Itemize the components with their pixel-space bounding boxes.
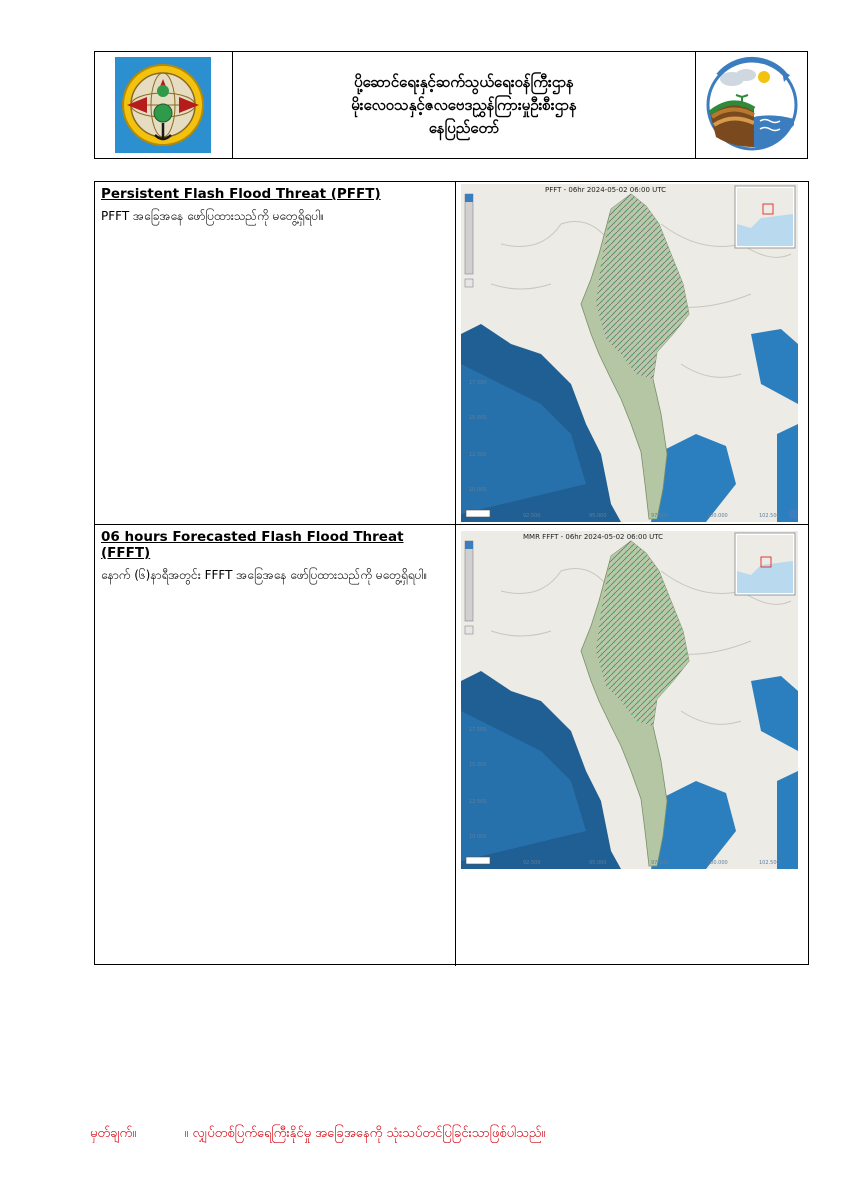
- pfft-lon-label: 92.500: [523, 513, 541, 519]
- pfft-map-header: PFFT - 06hr 2024-05-02 06:00 UTC: [545, 186, 667, 194]
- pfft-map-cell: [456, 182, 808, 524]
- ffft-lat-label: 12.500: [469, 799, 487, 805]
- pfft-row: [95, 182, 808, 524]
- footer-note: [90, 1125, 545, 1144]
- footer-label: မှတ်ချက်။: [90, 1126, 137, 1141]
- letterhead-title: [233, 52, 697, 158]
- ffft-map-cell: [456, 525, 808, 966]
- ffft-lon-label: 97.500: [651, 860, 669, 866]
- ffft-lon-label: 95.000: [589, 860, 607, 866]
- footer-text: ။ လျှပ်တစ်ပြက်ရေကြီးနိုင်မှု အခြေအနေကို သုံးသပ်တင်ပြခြင်းသာဖြစ်ပါသည်။: [184, 1126, 546, 1141]
- pfft-lat-label: 10.000: [469, 487, 487, 493]
- pfft-lat-label: 15.000: [469, 415, 487, 421]
- ffft-map: [461, 531, 798, 869]
- ffft-lat-label: 15.000: [469, 762, 487, 768]
- flash-flood-table: [94, 181, 809, 965]
- pfft-title: Persistent Flash Flood Threat (PFFT): [101, 186, 381, 202]
- pfft-lat-label: 17.500: [469, 380, 487, 386]
- ffft-lat-label: 17.500: [469, 727, 487, 733]
- pfft-lon-label: 100.000: [707, 513, 728, 519]
- pfft-text-cell: [95, 182, 456, 524]
- department-name: မိုးလေဝသနှင့်ဇလဗေဒညွှန်ကြားမှုဦးစီးဌာန: [351, 95, 577, 114]
- ffft-lat-label: 10.000: [469, 834, 487, 840]
- ffft-description: နောက် (၆)နာရီအတွင်း FFFT အခြေအနေ ဖော်ပြထားသည်ကို မတွေ့ရှိရပါ။: [101, 568, 428, 582]
- ffft-lon-label: 100.000: [707, 860, 728, 866]
- ffft-title: 06 hours Forecasted Flash Flood Threat (FFFT): [101, 529, 404, 561]
- letterhead: [94, 51, 808, 159]
- dmh-logo-cell: [95, 52, 233, 158]
- ministry-name: ပို့ဆောင်ရေးနှင့်ဆက်သွယ်ရေးဝန်ကြီးဌာန: [353, 72, 574, 91]
- pfft-lon-label: 102.500: [759, 513, 780, 519]
- ffft-map-header: MMR FFFT - 06hr 2024-05-02 06:00 UTC: [523, 533, 664, 541]
- location-name: နေပြည်တော်: [428, 118, 500, 137]
- water-cycle-emblem: [702, 55, 802, 155]
- ffft-row: [95, 524, 808, 966]
- pfft-lon-label: 95.000: [589, 513, 607, 519]
- ministry-emblem: [113, 55, 213, 155]
- pfft-lat-label: 12.500: [469, 452, 487, 458]
- pfft-map: [461, 184, 798, 522]
- pfft-description: PFFT အခြေအနေ ဖော်ပြထားသည်ကို မတွေ့ရှိရပါ။: [101, 209, 324, 223]
- ffft-lon-label: 92.500: [523, 860, 541, 866]
- ffft-text-cell: [95, 525, 456, 966]
- pfft-lon-label: 97.500: [651, 513, 669, 519]
- hydrology-logo-cell: [696, 52, 807, 158]
- ffft-lon-label: 102.500: [759, 860, 780, 866]
